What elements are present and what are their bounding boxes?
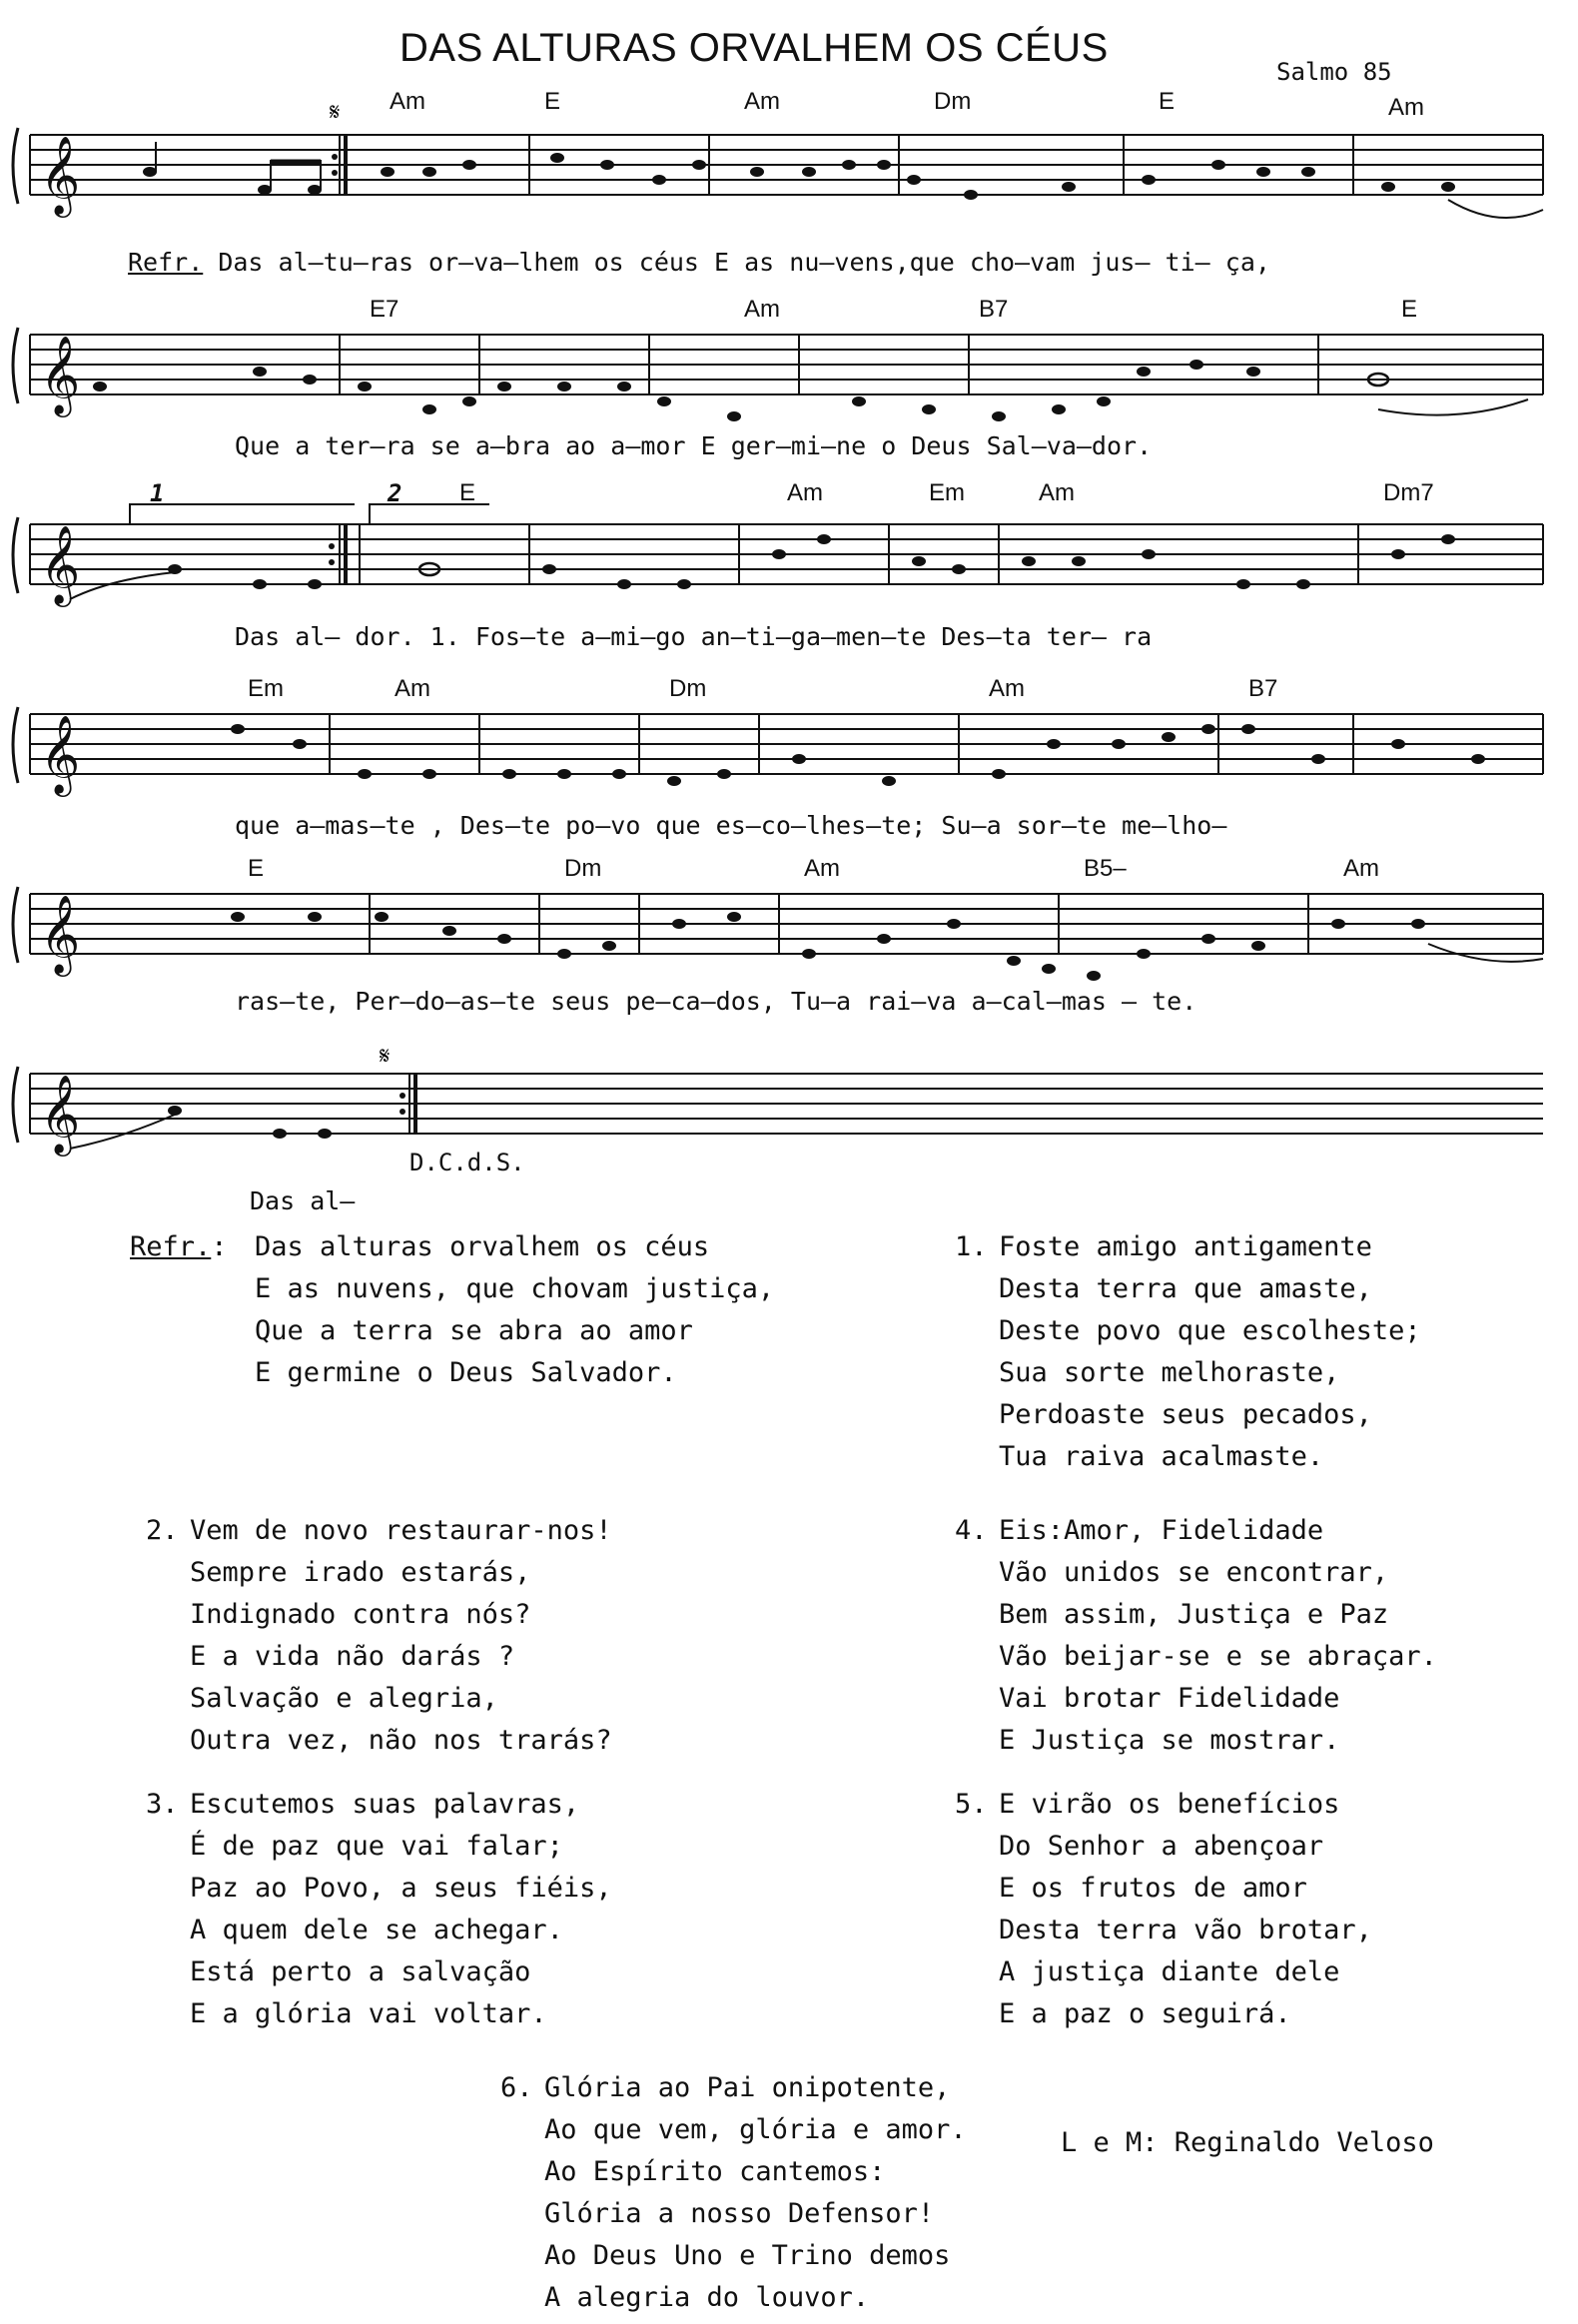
- verse-line: Desta terra vão brotar,: [999, 1915, 1372, 1945]
- refrain-marker: Refr.: [128, 248, 204, 277]
- verse-number: 2.: [146, 1515, 179, 1546]
- verse-line: Ao que vem, glória e amor.: [544, 2114, 967, 2145]
- verse-line: Eis:Amor, Fidelidade: [999, 1515, 1324, 1546]
- verse-line: E virão os benefícios: [999, 1789, 1340, 1820]
- verse-line: Ao Espírito cantemos:: [544, 2156, 886, 2187]
- verse-line: E a glória vai voltar.: [190, 1998, 547, 2029]
- lyric-line: Das al–: [250, 1186, 356, 1215]
- chord: Dm: [669, 675, 707, 702]
- chord: B5–: [1084, 855, 1127, 882]
- chord: Dm: [934, 88, 972, 115]
- chord: E: [1159, 88, 1176, 115]
- verse-line: Tua raiva acalmaste.: [999, 1441, 1324, 1472]
- verse-1: [955, 1226, 1421, 1478]
- svg-text:𝄞: 𝄞: [40, 525, 81, 604]
- verse-line: E a paz o seguirá.: [999, 1998, 1291, 2029]
- verse-number: 3.: [146, 1789, 179, 1820]
- svg-text:𝄋: 𝄋: [330, 98, 341, 126]
- chord: E: [1401, 296, 1418, 323]
- music-system-2: [10, 290, 1568, 469]
- lyric-line: [128, 248, 1270, 277]
- chord: E7: [370, 296, 399, 323]
- verse-line: Vão unidos se encontrar,: [999, 1557, 1389, 1588]
- lyric-line: ras–te, Per–do–as–te seus pe–ca–dos, Tu–a rai–va a–cal–mas – te.: [235, 987, 1197, 1016]
- verse-number: 6.: [500, 2072, 533, 2103]
- verse-line: Vai brotar Fidelidade: [999, 1683, 1340, 1714]
- svg-text:𝄋: 𝄋: [380, 1042, 391, 1070]
- verse-line: A alegria do louvor.: [544, 2282, 870, 2313]
- refrain-lines: [255, 1226, 774, 1394]
- verse-line: Ao Deus Uno e Trino demos: [544, 2240, 951, 2271]
- chord: B7: [979, 296, 1009, 323]
- verse-3: [146, 1784, 612, 2035]
- verse-number: 5.: [955, 1789, 988, 1820]
- music-system-6: [10, 1029, 1568, 1223]
- chord: Am: [1039, 479, 1075, 506]
- chord: Am: [1388, 94, 1424, 121]
- lyric-line: que a–mas–te , Des–te po–vo que es–co–lhes–te; Su–a sor–te me–lho–: [235, 811, 1227, 840]
- verse-line: Sua sorte melhoraste,: [999, 1357, 1340, 1388]
- verse-line: E a vida não darás ?: [190, 1641, 515, 1672]
- chord: Am: [390, 88, 425, 115]
- refrain-line: Que a terra se abra ao amor: [255, 1315, 693, 1346]
- verse-line: Outra vez, não nos trarás?: [190, 1725, 612, 1756]
- svg-text:𝄞: 𝄞: [40, 895, 81, 974]
- verse-4: [955, 1510, 1437, 1762]
- refrain-block: Refr.: Das alturas orvalhem os céus E as nuvens, que chovam justiça, Que a terra se abra ao amor E germine o Deus Salvador.: [130, 1226, 228, 1268]
- author-credit: L e M: Reginaldo Veloso: [1061, 2127, 1434, 2158]
- verse-line: Salvação e alegria,: [190, 1683, 498, 1714]
- chord: E: [544, 88, 561, 115]
- chord: Am: [989, 675, 1025, 702]
- ending-2-label: 2: [388, 479, 402, 507]
- chord: E: [248, 855, 265, 882]
- verse-line: Sempre irado estarás,: [190, 1557, 531, 1588]
- psalm-reference: Salmo 85: [1276, 58, 1392, 86]
- verse-line: Vão beijar-se e se abraçar.: [999, 1641, 1437, 1672]
- svg-text:𝄞: 𝄞: [40, 336, 81, 414]
- refrain-label: Refr.: [130, 1231, 212, 1262]
- chord: Am: [787, 479, 823, 506]
- music-system-1: [10, 80, 1568, 290]
- verse-line: Glória a nosso Defensor!: [544, 2198, 935, 2229]
- verse-line: Está perto a salvação: [190, 1956, 531, 1987]
- lyric-line: Que a ter–ra se a–bra ao a–mor E ger–mi–ne o Deus Sal–va–dor.: [235, 431, 1153, 460]
- song-title: DAS ALTURAS ORVALHEM OS CÉUS: [399, 26, 1109, 70]
- verse-line: É de paz que vai falar;: [190, 1831, 563, 1862]
- verse-line: Perdoaste seus pecados,: [999, 1399, 1372, 1430]
- ending-1-label: 1: [150, 479, 165, 507]
- refrain-line: E as nuvens, que chovam justiça,: [255, 1273, 775, 1304]
- dal-segno-direction: D.C.d.S.: [409, 1149, 525, 1176]
- chord: Dm7: [1383, 479, 1434, 506]
- lyric-text: Das al–tu–ras or–va–lhem os céus E as nu–vens,que cho–vam jus– ti– ça,: [218, 248, 1270, 277]
- verse-line: Escutemos suas palavras,: [190, 1789, 580, 1820]
- verse-number: 4.: [955, 1515, 988, 1546]
- verse-6: [500, 2067, 967, 2319]
- chord: B7: [1248, 675, 1278, 702]
- chord: Am: [394, 675, 430, 702]
- music-system-5: [10, 849, 1568, 1029]
- verse-line: E os frutos de amor: [999, 1873, 1307, 1904]
- chord: Am: [744, 88, 780, 115]
- verse-2: [146, 1510, 612, 1762]
- svg-text:𝄞: 𝄞: [40, 1075, 81, 1154]
- svg-text:𝄞: 𝄞: [40, 715, 81, 794]
- svg-text:𝄞: 𝄞: [40, 136, 81, 215]
- verse-line: Bem assim, Justiça e Paz: [999, 1599, 1389, 1630]
- verse-line: Indignado contra nós?: [190, 1599, 531, 1630]
- chord: E: [459, 479, 476, 506]
- refrain-line: Das alturas orvalhem os céus: [255, 1231, 710, 1262]
- verse-line: Foste amigo antigamente: [999, 1231, 1372, 1262]
- chord: Am: [804, 855, 840, 882]
- chord: Em: [929, 479, 965, 506]
- staff: [10, 1029, 1568, 1168]
- music-system-3: [10, 469, 1568, 669]
- verse-line: Glória ao Pai onipotente,: [544, 2072, 951, 2103]
- chord: Dm: [564, 855, 602, 882]
- verse-5: [955, 1784, 1372, 2035]
- music-system-4: [10, 669, 1568, 849]
- lyric-line: Das al– dor. 1. Fos–te a–mi–go an–ti–ga–men–te Des–ta ter– ra: [235, 622, 1153, 651]
- chord: Am: [1343, 855, 1379, 882]
- verse-line: Desta terra que amaste,: [999, 1273, 1372, 1304]
- refrain-line: E germine o Deus Salvador.: [255, 1357, 677, 1388]
- verse-line: A justiça diante dele: [999, 1956, 1340, 1987]
- verse-line: Paz ao Povo, a seus fiéis,: [190, 1873, 612, 1904]
- verse-line: E Justiça se mostrar.: [999, 1725, 1340, 1756]
- chord: Em: [248, 675, 284, 702]
- verse-line: Vem de novo restaurar-nos!: [190, 1515, 612, 1546]
- chord: Am: [744, 296, 780, 323]
- verse-line: A quem dele se achegar.: [190, 1915, 563, 1945]
- verse-number: 1.: [955, 1231, 988, 1262]
- verse-line: Deste povo que escolheste;: [999, 1315, 1421, 1346]
- verse-line: Do Senhor a abençoar: [999, 1831, 1324, 1862]
